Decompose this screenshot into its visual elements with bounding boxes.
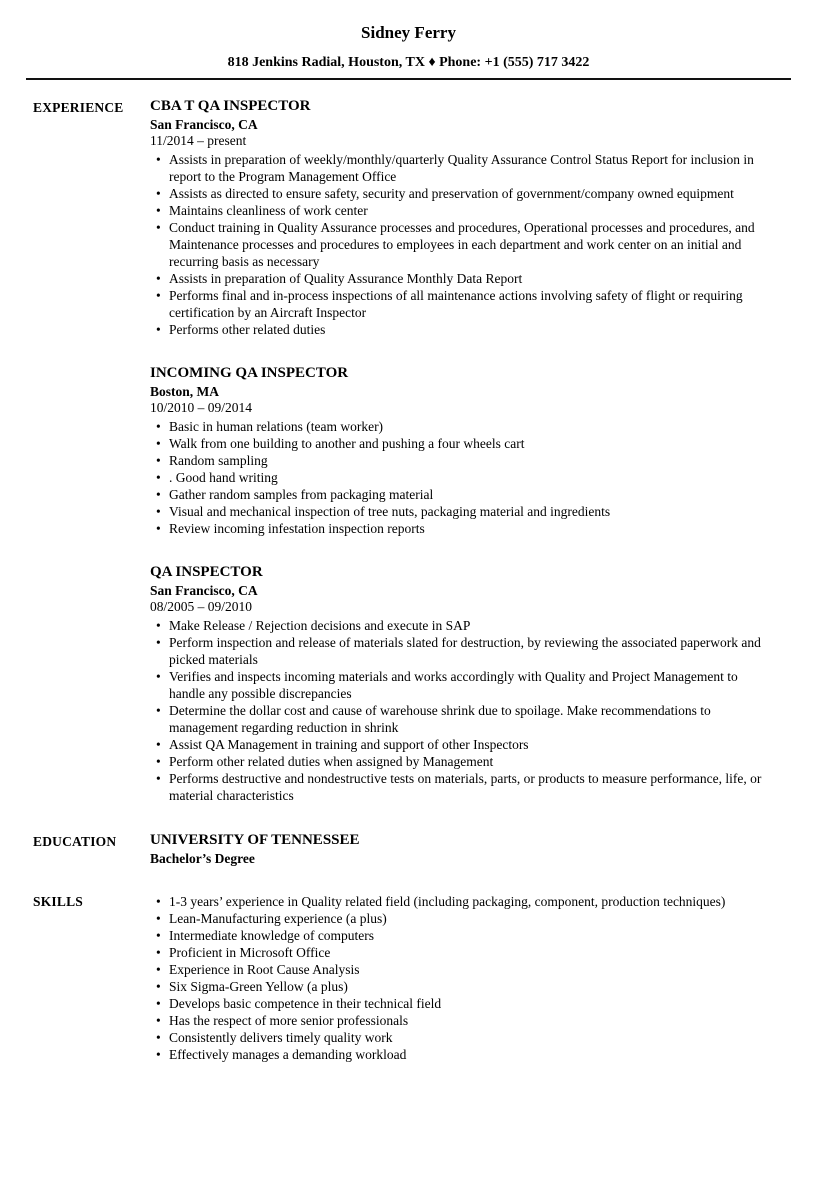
job-location: Boston, MA [150,384,220,399]
bullet-item: • Assists as directed to ensure safety, security and preservation of government/company owned equipment [154,185,772,202]
bullet-item: • Review incoming infestation inspection reports [154,520,772,537]
skill-item: • 1-3 years’ experience in Quality related field (including packaging, component, production techniques) [154,893,772,910]
person-name: Sidney Ferry [361,23,456,42]
section-label-experience: EXPERIENCE [33,100,124,115]
bullet-item: • Performs destructive and nondestructive tests on materials, parts, or products to measure performance, life, or material characteristics [154,770,772,804]
school-name: UNIVERSITY OF TENNESSEE [150,832,360,848]
skill-item: • Develops basic competence in their technical field [154,995,772,1012]
job-title: QA INSPECTOR [150,564,263,580]
bullet-item: • Perform inspection and release of materials slated for destruction, by reviewing the associated paperwork and picked materials [154,634,772,668]
job-dates: 08/2005 – 09/2010 [150,599,253,614]
bullet-item: • Assists in preparation of weekly/monthly/quarterly Quality Assurance Control Status Report for inclusion in report to the Program Management Office [154,151,772,185]
resume-header [0,0,817,80]
job-entry-cba-t-qa-inspector [150,97,772,338]
skill-item: • Proficient in Microsoft Office [154,944,772,961]
skill-item: • Intermediate knowledge of computers [154,927,772,944]
skill-item: • Effectively manages a demanding workload [154,1046,772,1063]
bullet-item: • Maintains cleanliness of work center [154,202,772,219]
job-bullet-list [154,617,772,804]
bullet-item: • Perform other related duties when assigned by Management [154,753,772,770]
section-education [33,831,772,868]
degree-name: Bachelor’s Degree [150,851,255,866]
bullet-item: • Assist QA Management in training and support of other Inspectors [154,736,772,753]
section-label-education: EDUCATION [33,834,117,849]
job-dates: 10/2010 – 09/2014 [150,400,253,415]
bullet-item: • Conduct training in Quality Assurance processes and procedures, Operational processes and procedures, and Maintenance processes and procedures to employees in each department and work center on an initial and recurring basis as necessary [154,219,772,270]
bullet-item: • Basic in human relations (team worker) [154,418,772,435]
bullet-item: • Determine the dollar cost and cause of warehouse shrink due to spoilage. Make recommendations to management regarding reduction in shrink [154,702,772,736]
contact-info: 818 Jenkins Radial, Houston, TX ♦ Phone: +1 (555) 717 3422 [227,55,590,70]
resume-body [0,80,817,1063]
bullet-item: • . Good hand writing [154,469,772,486]
job-entry-qa-inspector [150,563,772,804]
bullet-item: • Assists in preparation of Quality Assurance Monthly Data Report [154,270,772,287]
job-entry-incoming-qa-inspector [150,364,772,537]
experience-content [150,97,772,804]
job-bullet-list [154,151,772,338]
bullet-item: • Verifies and inspects incoming materials and works accordingly with Quality and Project Management to handle any possible discrepancies [154,668,772,702]
bullet-item: • Walk from one building to another and pushing a four wheels cart [154,435,772,452]
job-location: San Francisco, CA [150,117,258,132]
job-location: San Francisco, CA [150,583,258,598]
section-experience [33,97,772,804]
skill-item: • Lean-Manufacturing experience (a plus) [154,910,772,927]
skill-item: • Consistently delivers timely quality work [154,1029,772,1046]
skill-item: • Six Sigma-Green Yellow (a plus) [154,978,772,995]
job-title: INCOMING QA INSPECTOR [150,365,349,381]
education-content [150,831,772,868]
section-label-skills: SKILLS [33,894,83,909]
bullet-item: • Gather random samples from packaging material [154,486,772,503]
job-title: CBA T QA INSPECTOR [150,98,311,114]
skills-bullet-list [154,893,772,1063]
skill-item: • Experience in Root Cause Analysis [154,961,772,978]
bullet-item: • Performs other related duties [154,321,772,338]
bullet-item: • Random sampling [154,452,772,469]
bullet-item: • Make Release / Rejection decisions and execute in SAP [154,617,772,634]
skill-item: • Has the respect of more senior professionals [154,1012,772,1029]
skills-content [150,891,772,1063]
section-skills [33,891,772,1063]
job-bullet-list [154,418,772,537]
bullet-item: • Visual and mechanical inspection of tree nuts, packaging material and ingredients [154,503,772,520]
job-dates: 11/2014 – present [150,133,247,148]
bullet-item: • Performs final and in-process inspections of all maintenance actions involving safety of flight or requiring certification by an Aircraft Inspector [154,287,772,321]
